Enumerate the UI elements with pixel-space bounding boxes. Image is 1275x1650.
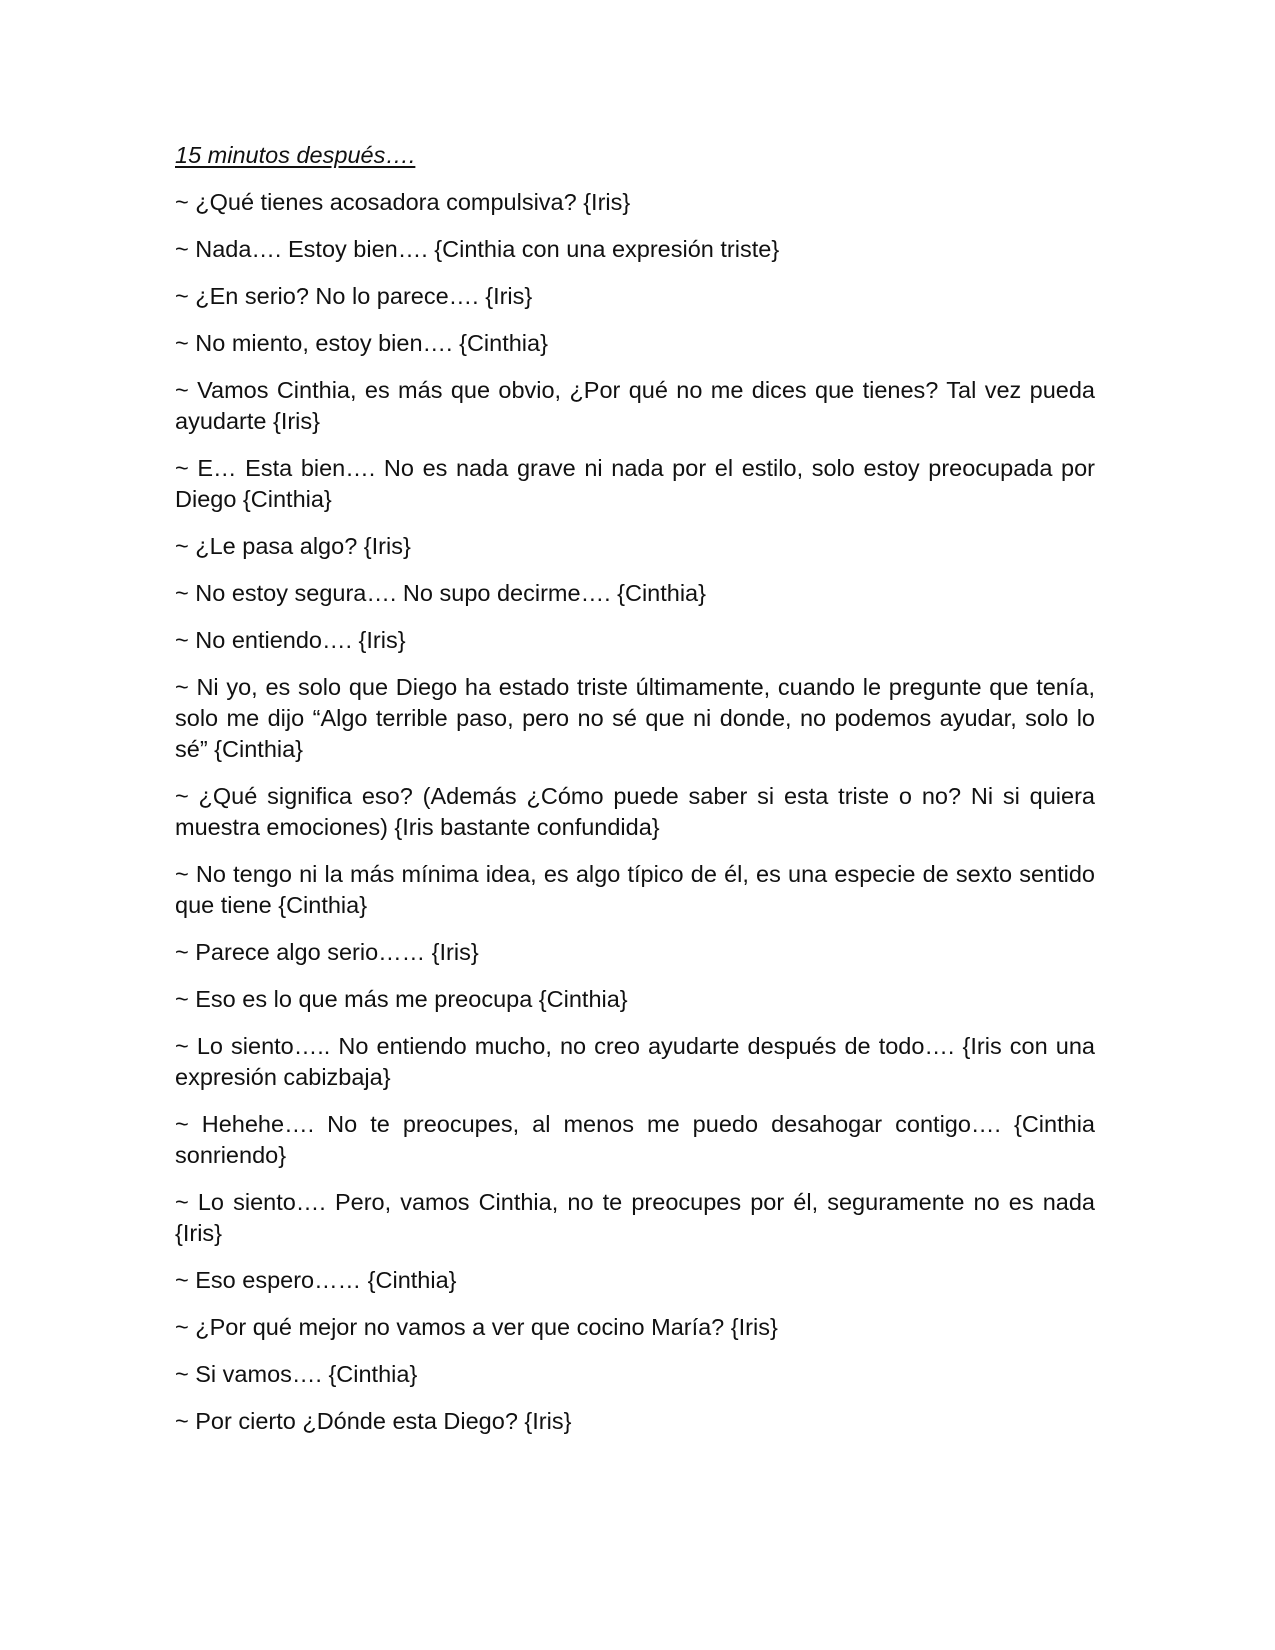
dialogue-line: ~ ¿Qué tienes acosadora compulsiva? {Iris} <box>175 189 631 215</box>
document-page <box>175 140 1095 1453</box>
dialogue-line: ~ Parece algo serio…… {Iris} <box>175 939 479 965</box>
dialogue-line: ~ Lo siento…. Pero, vamos Cinthia, no te preocupes por él, seguramente no es nada {Iris} <box>175 1189 1095 1246</box>
dialogue-line: ~ Eso es lo que más me preocupa {Cinthia} <box>175 986 628 1012</box>
dialogue-line: ~ ¿En serio? No lo parece…. {Iris} <box>175 283 533 309</box>
dialogue-line: ~ Eso espero…… {Cinthia} <box>175 1267 457 1293</box>
dialogue-line: ~ Ni yo, es solo que Diego ha estado triste últimamente, cuando le pregunte que tenía, solo me dijo “Algo terrible paso, pero no sé que ni donde, no podemos ayudar, solo lo sé” {Cinthia} <box>175 674 1095 762</box>
dialogue-line: ~ No miento, estoy bien…. {Cinthia} <box>175 330 548 356</box>
dialogue-line: ~ No estoy segura…. No supo decirme…. {Cinthia} <box>175 580 706 606</box>
dialogue-line: ~ No tengo ni la más mínima idea, es algo típico de él, es una especie de sexto sentido que tiene {Cinthia} <box>175 861 1095 918</box>
dialogue-line: ~ ¿Le pasa algo? {Iris} <box>175 533 411 559</box>
dialogue-line: ~ Por cierto ¿Dónde esta Diego? {Iris} <box>175 1408 572 1434</box>
dialogue-line: ~ Hehehe…. No te preocupes, al menos me puedo desahogar contigo…. {Cinthia sonriendo} <box>175 1111 1095 1168</box>
dialogue-line: ~ Vamos Cinthia, es más que obvio, ¿Por qué no me dices que tienes? Tal vez pueda ayudarte {Iris} <box>175 377 1095 434</box>
dialogue-line: ~ Lo siento….. No entiendo mucho, no creo ayudarte después de todo…. {Iris con una expresión cabizbaja} <box>175 1033 1095 1090</box>
dialogue-line: ~ Si vamos…. {Cinthia} <box>175 1361 418 1387</box>
dialogue-line: ~ Nada…. Estoy bien…. {Cinthia con una expresión triste} <box>175 236 780 262</box>
section-heading: 15 minutos después…. <box>175 142 416 168</box>
dialogue-line: ~ ¿Qué significa eso? (Además ¿Cómo puede saber si esta triste o no? Ni si quiera muestra emociones) {Iris bastante confundida} <box>175 783 1095 840</box>
dialogue-line: ~ E… Esta bien…. No es nada grave ni nada por el estilo, solo estoy preocupada por Diego {Cinthia} <box>175 455 1095 512</box>
dialogue-line: ~ No entiendo…. {Iris} <box>175 627 406 653</box>
dialogue-line: ~ ¿Por qué mejor no vamos a ver que cocino María? {Iris} <box>175 1314 778 1340</box>
